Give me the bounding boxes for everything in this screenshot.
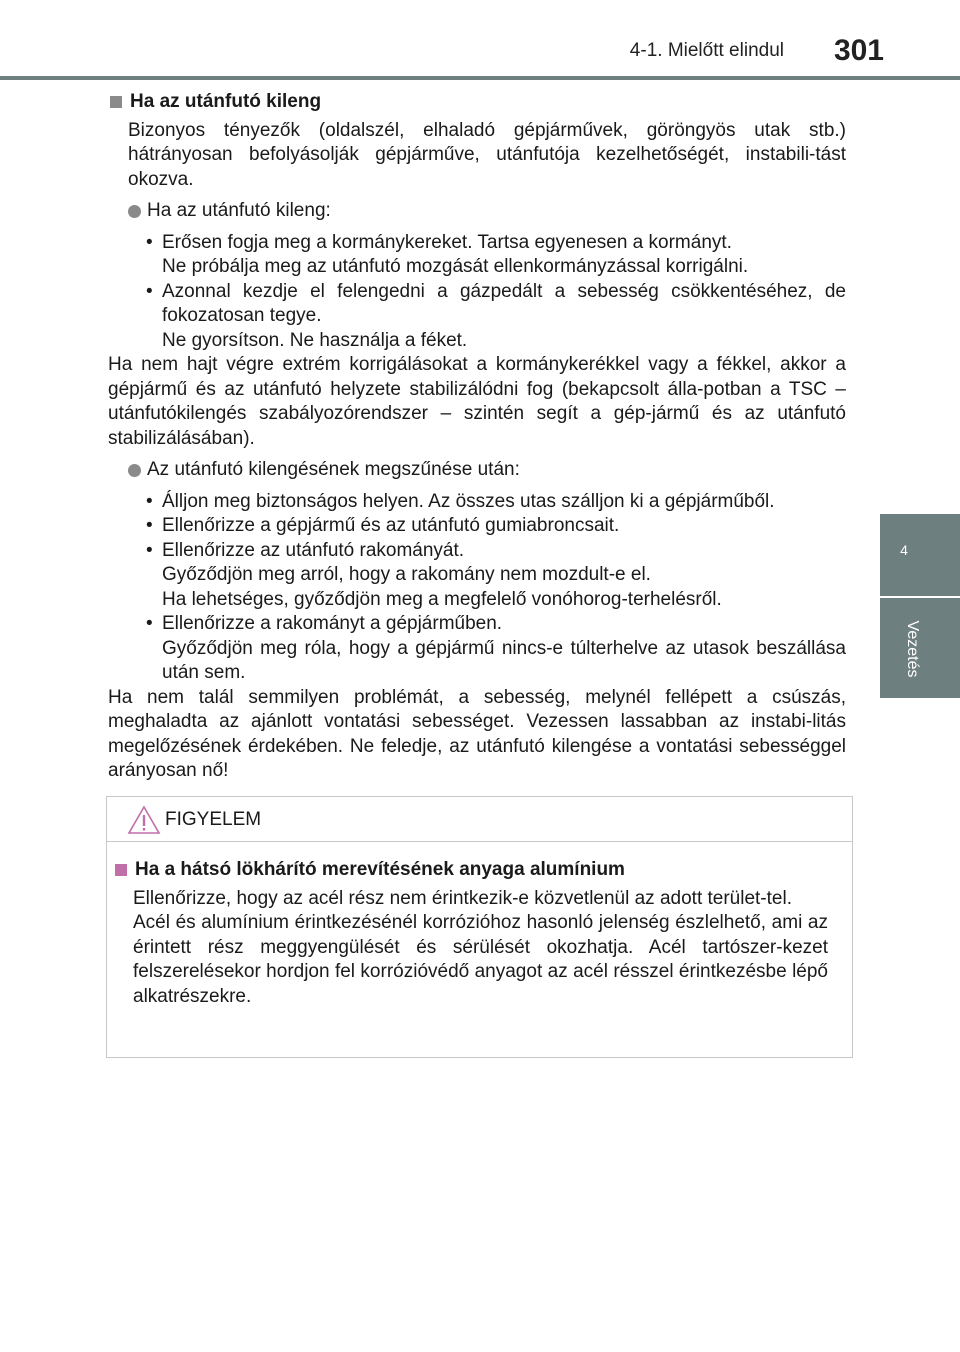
list-2 [146, 490, 846, 686]
list-item: • Álljon meg biztonságos helyen. Az összes utas szálljon ki a gépjárműből. [146, 490, 846, 515]
list-item-continuation: Ha lehetséges, győződjön meg a megfelelő vonóhorog-terhelésről. [162, 588, 722, 610]
warning-title: FIGYELEM [165, 809, 262, 830]
header-rule [0, 76, 960, 80]
warning-paragraph-1: Ellenőrizze, hogy az acél rész nem érintkezik-e közvetlenül az adott terület-tel. [133, 887, 792, 909]
list-item: • Erősen fogja meg a kormánykereket. Tartsa egyenesen a kormányt. [146, 231, 846, 256]
list-item-continuation: Ne próbálja meg az utánfutó mozgását ellenkormányzással korrigálni. [162, 256, 749, 277]
warning-box [106, 796, 853, 1058]
warning-paragraph-2: Acél és alumínium érintkezésénél korrózióhoz hasonló jelenség észlelhető, ami az érintett rész meggyengülését és sérülését okozhatja. Acél tartószer-kezet felszerelésekor hordjon fel korrózióvédő anyagot az acél résszel érintkezésbe lépő alkatrészekre. [133, 912, 828, 1007]
circle-bullet-icon [128, 464, 141, 477]
warning-body [107, 842, 852, 1009]
page-number: 301 [833, 34, 884, 67]
section-heading [108, 90, 846, 115]
list-item: • Ellenőrizze az utánfutó rakományát. [146, 539, 846, 564]
warning-heading [113, 858, 828, 883]
sub-heading-2-text: Az utánfutó kilengésének megszűnése után: [147, 459, 520, 480]
list-item: • Ellenőrizze a gépjármű és az utánfutó gumiabroncsait. [146, 514, 846, 539]
paragraph-after-list-1: Ha nem hajt végre extrém korrigálásokat a kormánykerékkel vagy a fékkel, akkor a gépjármű és az utánfutó helyzete stabilizálódni fog (bekapcsolt álla-potban a TSC – utánfutókilengés szabályozórendszer – szintén segít a gép-jármű és az utánfutó stabilizálásában). [108, 354, 846, 449]
list-1 [146, 231, 846, 354]
sub-heading-2 [128, 458, 846, 483]
paragraph-after-list-2: Ha nem talál semmilyen problémát, a sebesség, melynél fellépett a csúszás, meghaladta az ajánlott vontatási sebességet. Vezessen lassabban az instabi-litás megelőzésének érdekében. Ne feledje, az utánfutó kilengése a vontatási sebességgel arányosan nő! [108, 686, 846, 781]
chapter-number: 4 [900, 542, 908, 558]
warning-triangle-icon [127, 805, 161, 835]
section-title: 4-1. Mielőtt elindul [629, 40, 784, 61]
list-item-continuation: Győződjön meg róla, hogy a gépjármű nincs-e túlterhelve az utasok beszállása után sem. [162, 637, 846, 683]
sub-heading-1-text: Ha az utánfutó kileng: [147, 200, 331, 221]
square-bullet-icon [110, 96, 122, 108]
chapter-label: Vezetés [904, 620, 921, 678]
list-item: • Ellenőrizze a rakományt a gépjárműben. [146, 612, 846, 637]
sub-heading-1 [128, 199, 846, 224]
warning-header [107, 797, 852, 842]
main-content [108, 90, 846, 784]
circle-bullet-icon [128, 205, 141, 218]
intro-paragraph: Bizonyos tényezők (oldalszél, elhaladó gépjárművek, göröngyös utak stb.) hátrányosan befolyásolják gépjárműve, utánfutója kezelhetőségét, instabili-tást okozva. [128, 119, 846, 190]
list-item-continuation: Győződjön meg arról, hogy a rakomány nem mozdult-e el. [162, 564, 651, 585]
list-item: • Azonnal kezdje el felengedni a gázpedált a sebesség csökkentéséhez, de fokozatosan tegye. [146, 280, 846, 329]
list-item-continuation: Ne gyorsítson. Ne használja a féket. [162, 329, 468, 351]
chapter-label-box [898, 606, 926, 692]
chapter-tab [880, 514, 960, 596]
warning-heading-text: Ha a hátsó lökhárító merevítésének anyaga alumínium [135, 859, 625, 880]
square-bullet-icon [115, 864, 127, 876]
section-heading-text: Ha az utánfutó kileng [130, 91, 322, 112]
